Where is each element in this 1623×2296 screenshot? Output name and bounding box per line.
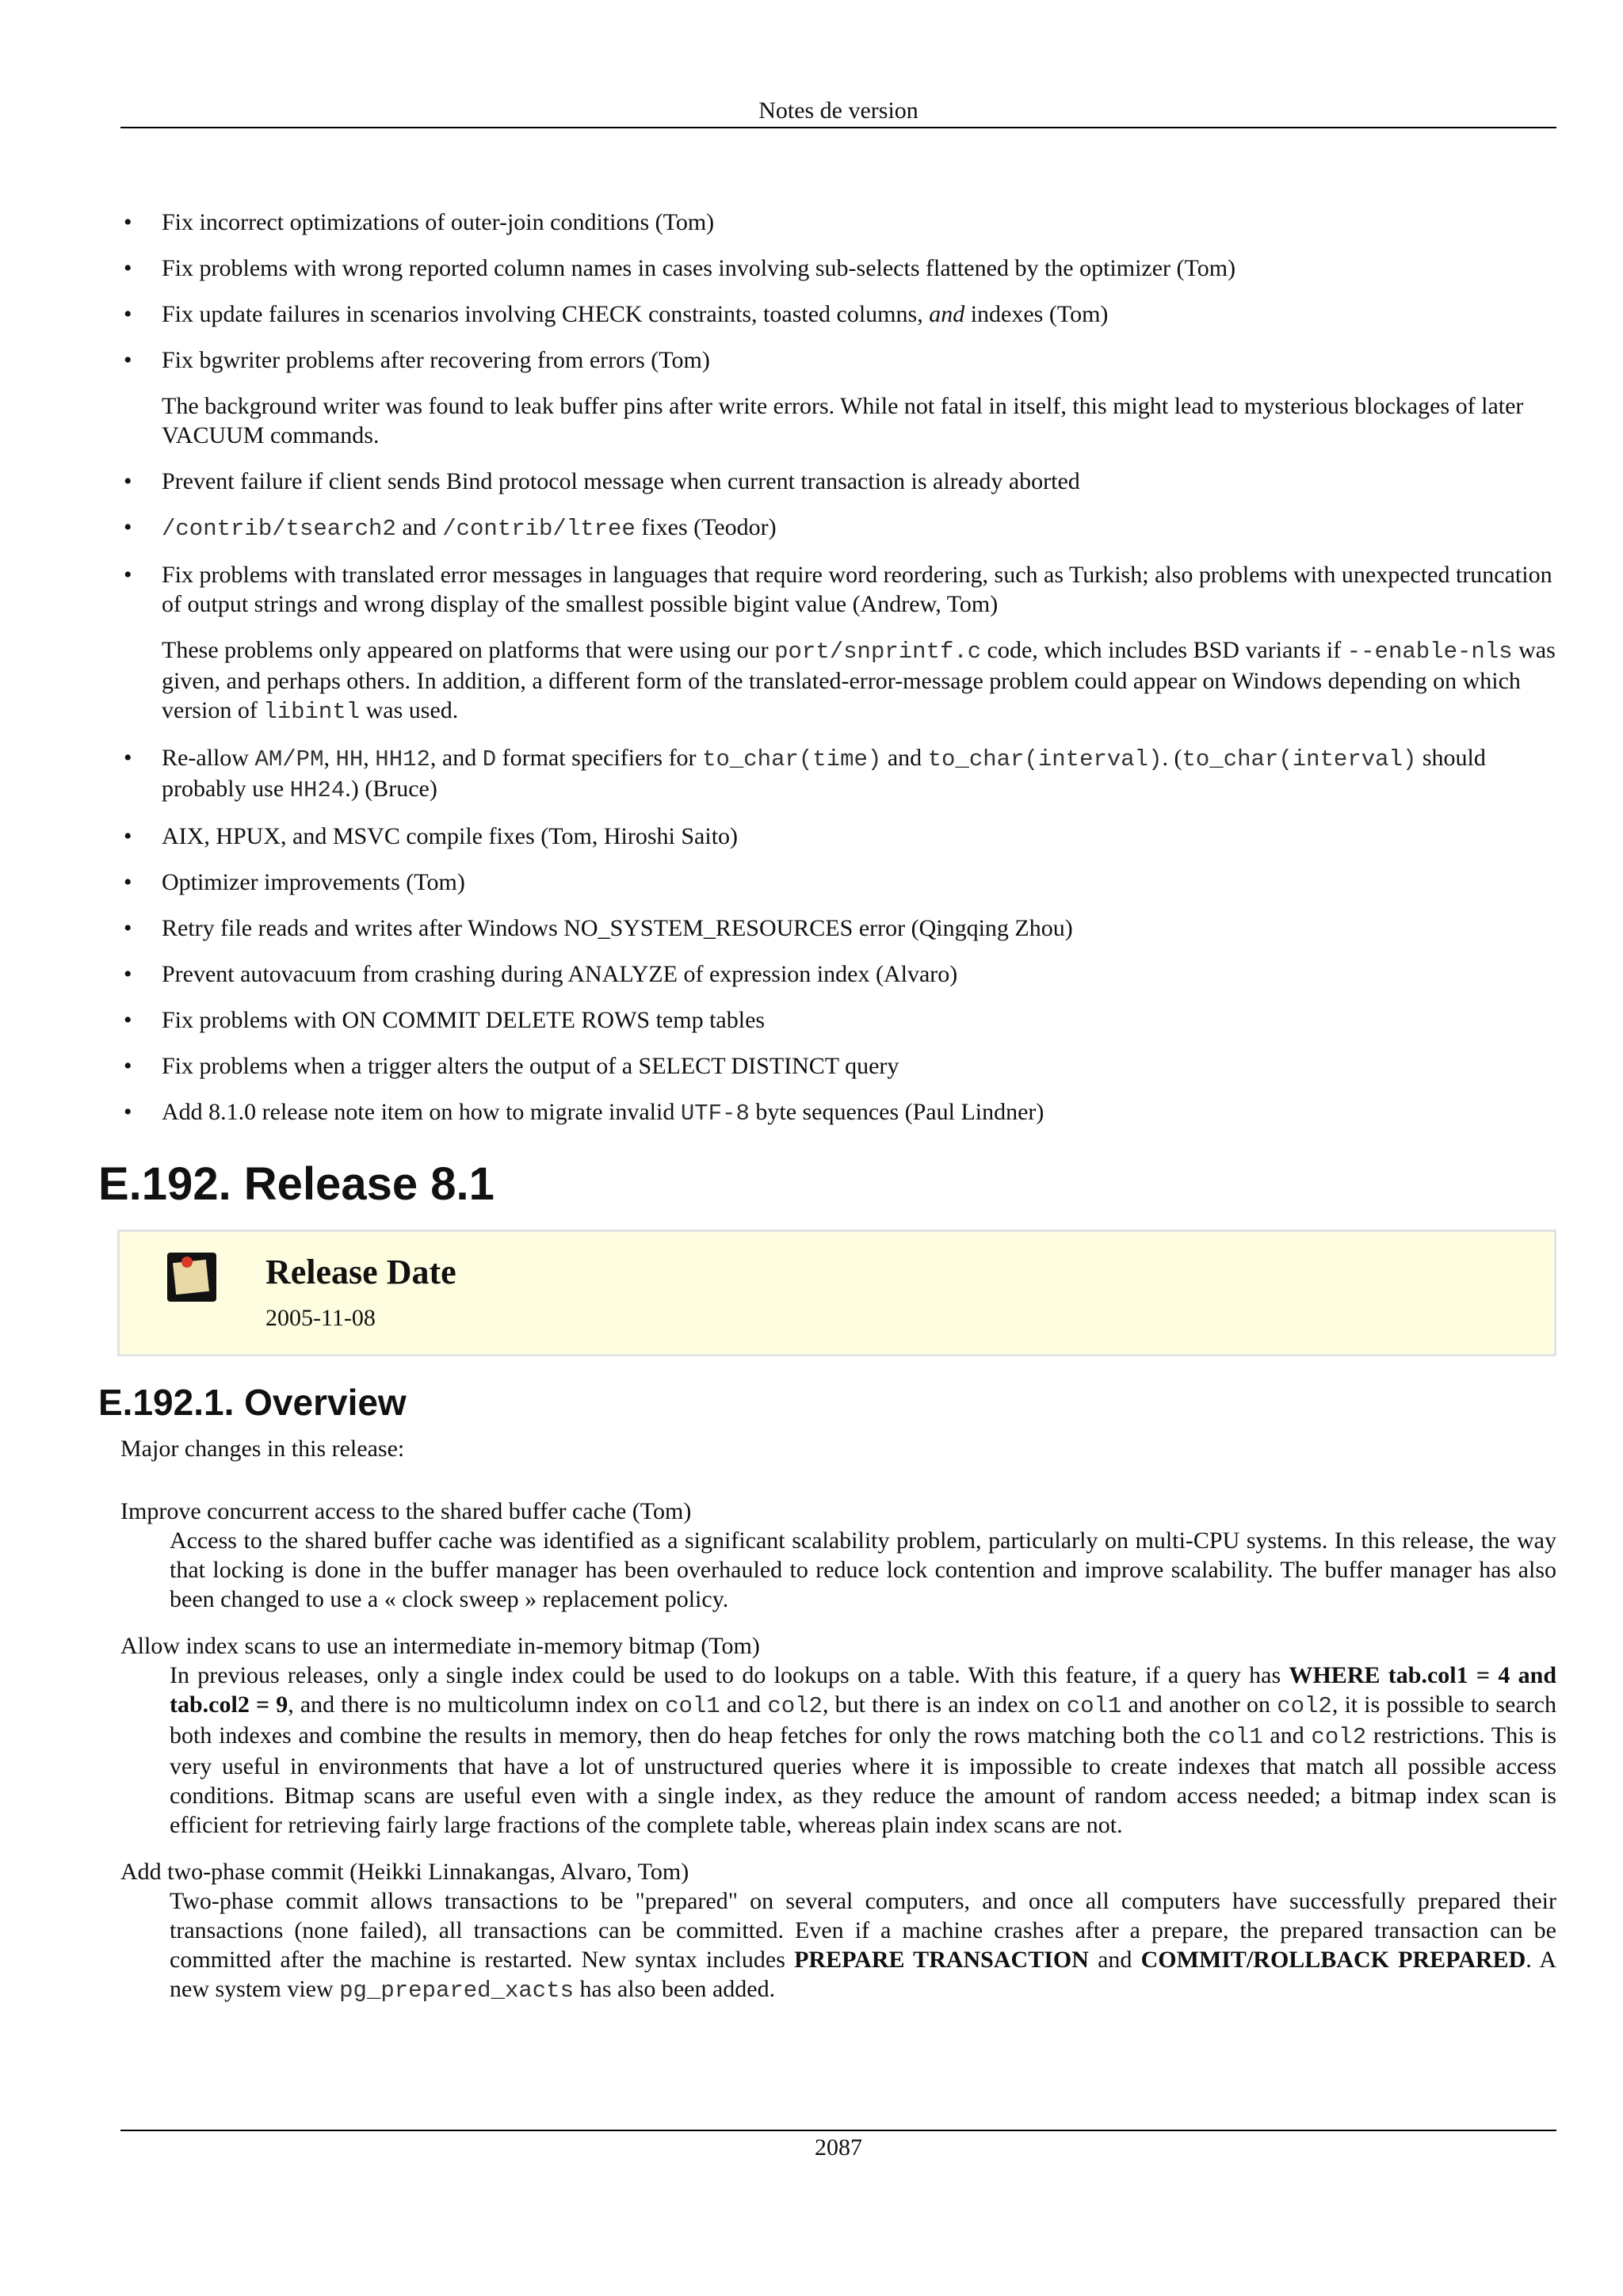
column-code: col1: [1208, 1724, 1263, 1750]
change-term: Improve concurrent access to the shared buffer cache (Tom): [120, 1498, 692, 1524]
list-item: • Fix update failures in scenarios involving CHECK constraints, toasted columns, and indexes (Tom): [120, 299, 1556, 329]
list-item: • Fix problems with wrong reported column names in cases involving sub-selects flattened by the optimizer (Tom): [120, 254, 1556, 283]
column-code: col2: [1311, 1724, 1367, 1750]
sql-example: WHERE tab.col1 = 4 and tab.col2 = 9: [170, 1662, 1557, 1718]
release-date: 2005-11-08: [265, 1305, 376, 1331]
library-code: libintl: [263, 699, 361, 725]
encoding-code: UTF-8: [680, 1100, 750, 1127]
change-description: Two-phase commit allows transactions to be "prepared" on several computers, and once all computers have successfully prepared their transactions (none failed), all transactions can be committed. Even if a machine crashes after a prepare, the prepared transaction can be committed after the machine is restarted. New syntax includes PREPARE TRANSACTION and COMMIT/ROLLBACK PREPARED. A new system view pg_prepared_xacts has also been added.: [170, 1888, 1556, 2004]
section-title: E.192. Release 8.1: [98, 1158, 495, 1210]
path-code: /contrib/ltree: [442, 516, 636, 542]
sql-keyword: PREPARE TRANSACTION: [794, 1947, 1089, 1973]
note-icon: [167, 1253, 216, 1302]
subsection-title: E.192.1. Overview: [98, 1382, 407, 1423]
list-item: • Fix bgwriter problems after recovering from errors (Tom) The background writer was found to leak buffer pins after write errors. While not fatal in itself, this might lead to mysterious blockages of later VACUUM commands.: [120, 345, 1556, 450]
column-code: col1: [665, 1693, 720, 1719]
format-code: HH: [335, 746, 364, 772]
emphasis: and: [929, 301, 965, 327]
option-code: --enable-nls: [1346, 639, 1513, 665]
list-item: • Fix problems with translated error messages in languages that require word reordering, such as Turkish; also problems with unexpected truncation of output strings and wrong display of the smallest possible bigint value (Andrew, Tom) These problems only appeared on platforms that were using our port/snprintf.c code, which includes BSD variants if --enable-nls was given, and perhaps others. In addition, a different form of the translated-error-message problem could appear on Windows depending on which version of libintl was used.: [120, 560, 1556, 727]
column-code: col2: [1277, 1693, 1332, 1719]
path-code: /contrib/tsearch2: [162, 516, 396, 542]
list-item: • AIX, HPUX, and MSVC compile fixes (Tom, Hiroshi Saito): [120, 822, 1556, 851]
overview-intro: Major changes in this release:: [120, 1436, 405, 1462]
list-item: • Re-allow AM/PM, HH, HH12, and D format specifiers for to_char(time) and to_char(interval). (to_char(interval) should probably use HH24.) (Bruce): [120, 743, 1556, 805]
list-item: • Optimizer improvements (Tom): [120, 868, 1556, 897]
item-note: The background writer was found to leak buffer pins after write errors. While not fatal in itself, this might lead to mysterious blockages of later VACUUM commands.: [162, 393, 1524, 448]
format-code: HH12: [375, 746, 430, 772]
running-header: Notes de version: [120, 93, 1556, 128]
change-term: Add two-phase commit (Heikki Linnakangas, Alvaro, Tom): [120, 1859, 689, 1885]
column-code: col2: [767, 1693, 823, 1719]
page-number: 2087: [120, 2130, 1556, 2164]
format-code: AM/PM: [254, 746, 324, 772]
format-code: HH24: [289, 777, 346, 803]
fix-list: [120, 208, 1556, 1128]
function-code: to_char(time): [702, 746, 882, 772]
function-code: to_char(interval): [927, 746, 1163, 772]
format-code: D: [482, 746, 497, 772]
system-view-code: pg_prepared_xacts: [339, 1978, 574, 2004]
change-term: Allow index scans to use an intermediate in-memory bitmap (Tom): [120, 1633, 760, 1659]
column-code: col1: [1066, 1693, 1122, 1719]
list-item: • Fix problems with ON COMMIT DELETE ROWS temp tables: [120, 1005, 1556, 1035]
note-title: Release Date: [265, 1253, 456, 1291]
file-code: port/snprintf.c: [774, 639, 982, 665]
major-changes-list: [120, 1497, 1556, 2005]
list-item: • Retry file reads and writes after Windows NO_SYSTEM_RESOURCES error (Qingqing Zhou): [120, 913, 1556, 943]
change-description: In previous releases, only a single index could be used to do lookups on a table. With this feature, if a query has WHERE tab.col1 = 4 and tab.col2 = 9, and there is no multicolumn index on col1 and col2, but there is an index on col1 and another on col2, it is possible to search both indexes and combine the results in memory, then do heap fetches for only the rows matching both the col1 and col2 restrictions. This is very useful in environments that have a lot of unstructured queries where it is impossible to create indexes that match all possible access conditions. Bitmap scans are useful even with a single index, as they reduce the amount of random access needed; a bitmap index scan is efficient for retrieving fairly large fractions of the complete table, whereas plain index scans are not.: [170, 1662, 1557, 1838]
list-item: • Fix problems when a trigger alters the output of a SELECT DISTINCT query: [120, 1051, 1556, 1081]
item-note: These problems only appeared on platforms that were using our port/snprintf.c code, which includes BSD variants if --enable-nls was given, and perhaps others. In addition, a different form of the translated-error-message problem could appear on Windows depending on which version of libintl was used.: [162, 637, 1556, 725]
list-item: • Prevent autovacuum from crashing during ANALYZE of expression index (Alvaro): [120, 959, 1556, 989]
function-code: to_char(interval): [1182, 746, 1417, 772]
page-content: [98, 208, 1557, 2023]
change-description: Access to the shared buffer cache was identified as a significant scalability problem, particularly on multi-CPU systems. In this release, the way that locking is done in the buffer manager has been overhauled to reduce lock contention and improve scalability. The buffer manager has also been changed to use a « clock sweep » replacement policy.: [170, 1527, 1556, 1612]
sql-keyword: COMMIT/ROLLBACK PREPARED: [1140, 1947, 1526, 1973]
list-item: • Prevent failure if client sends Bind protocol message when current transaction is already aborted: [120, 467, 1556, 496]
list-item: • Fix incorrect optimizations of outer-join conditions (Tom): [120, 208, 1556, 237]
list-item: • Add 8.1.0 release note item on how to migrate invalid UTF-8 byte sequences (Paul Lindner): [120, 1097, 1556, 1128]
list-item: • /contrib/tsearch2 and /contrib/ltree fixes (Teodor): [120, 513, 1556, 543]
release-date-note: [117, 1230, 1556, 1356]
